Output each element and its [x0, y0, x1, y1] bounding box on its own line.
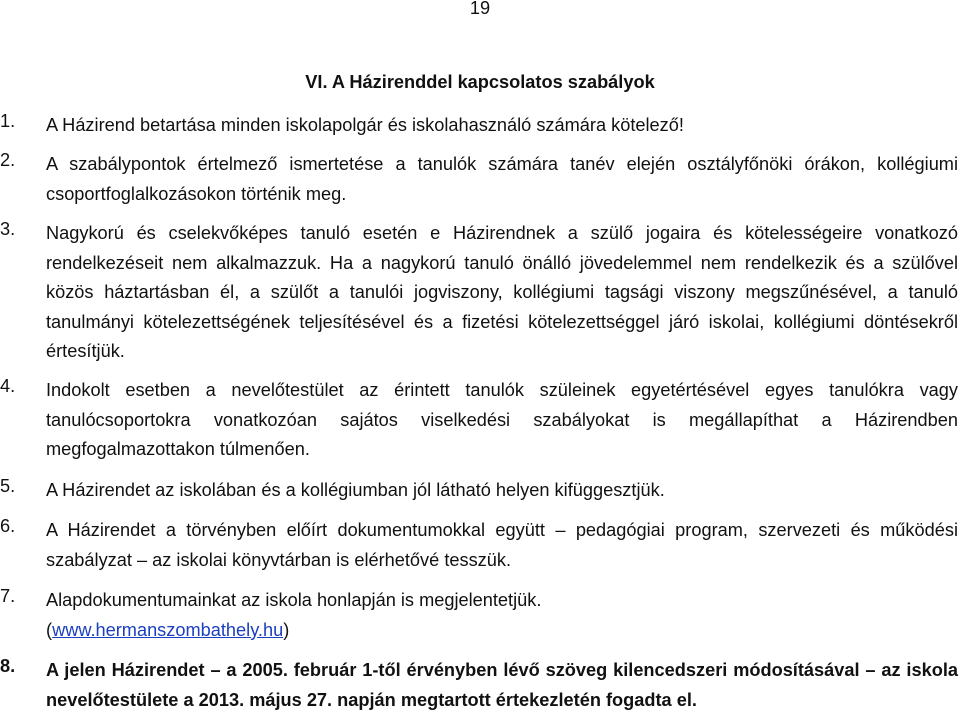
item-text: A Házirendet az iskolában és a kollégiumban jól látható helyen kifüggesztjük. — [46, 480, 665, 500]
section-title: VI. A Házirenddel kapcsolatos szabályok — [305, 72, 655, 92]
item-text — [46, 586, 958, 645]
item-text: A Házirend betartása minden iskolapolgár és iskolahasználó számára kötelező! — [46, 115, 684, 135]
item-text: A jelen Házirendet – a 2005. február 1-től érvényben lévő szöveg kilencedszeri módosításával – az iskola nevelőtestülete a 2013. május 27. napján megtartott értekezletén fogadta el. — [46, 660, 958, 710]
item-number: 4. — [0, 376, 16, 396]
item-number: 5. — [0, 476, 16, 496]
item-number: 3. — [0, 219, 16, 239]
item-number: 6. — [0, 516, 16, 536]
item-number: 2. — [0, 150, 16, 170]
paren-close: ) — [283, 619, 290, 640]
item-text: A Házirendet a törvényben előírt dokumentumokkal együtt – pedagógiai program, szervezeti és működési szabályzat – az iskolai könyvtárban is elérhetővé tesszük. — [46, 520, 958, 570]
page-number: 19 — [469, 0, 491, 18]
paren-open: ( — [46, 619, 53, 640]
item-number: 1. — [0, 111, 16, 131]
item-text-line: Alapdokumentumainkat az iskola honlapján is megjelentetjük. — [46, 590, 542, 610]
item-text: Nagykorú és cselekvőképes tanuló esetén e Házirendnek a szülő jogaira és kötelességeire vonatkozó rendelkezéseit nem alkalmazzuk. Ha a nagykorú tanuló önálló jövedelemmel nem rendelkezik és a szülővel közös háztartásban él, a szülőt a tanulói jogviszony, kollégiumi tagsági viszony megszűnésével, a tanuló tanulmányi kötelezettségének teljesítésével és a fizetési kötelezettséggel járó iskolai, kollégiumi döntésekről értesítjük. — [46, 223, 958, 361]
item-text: A szabálypontok értelmező ismertetése a tanulók számára tanév elején osztályfőnöki órákon, kollégiumi csoportfoglalkozásokon történik meg. — [46, 154, 958, 204]
website-link[interactable]: www.hermanszombathely.hu — [52, 619, 284, 640]
item-number: 7. — [0, 586, 16, 606]
item-number: 8. — [0, 656, 16, 676]
item-text: Indokolt esetben a nevelőtestület az érintett tanulók szüleinek egyetértésével egyes tanulókra vagy tanulócsoportokra vonatkozóan sajátos viselkedési szabályokat is megállapíthat a Házirendben megfogalmazottakon túlmenően. — [46, 380, 958, 459]
